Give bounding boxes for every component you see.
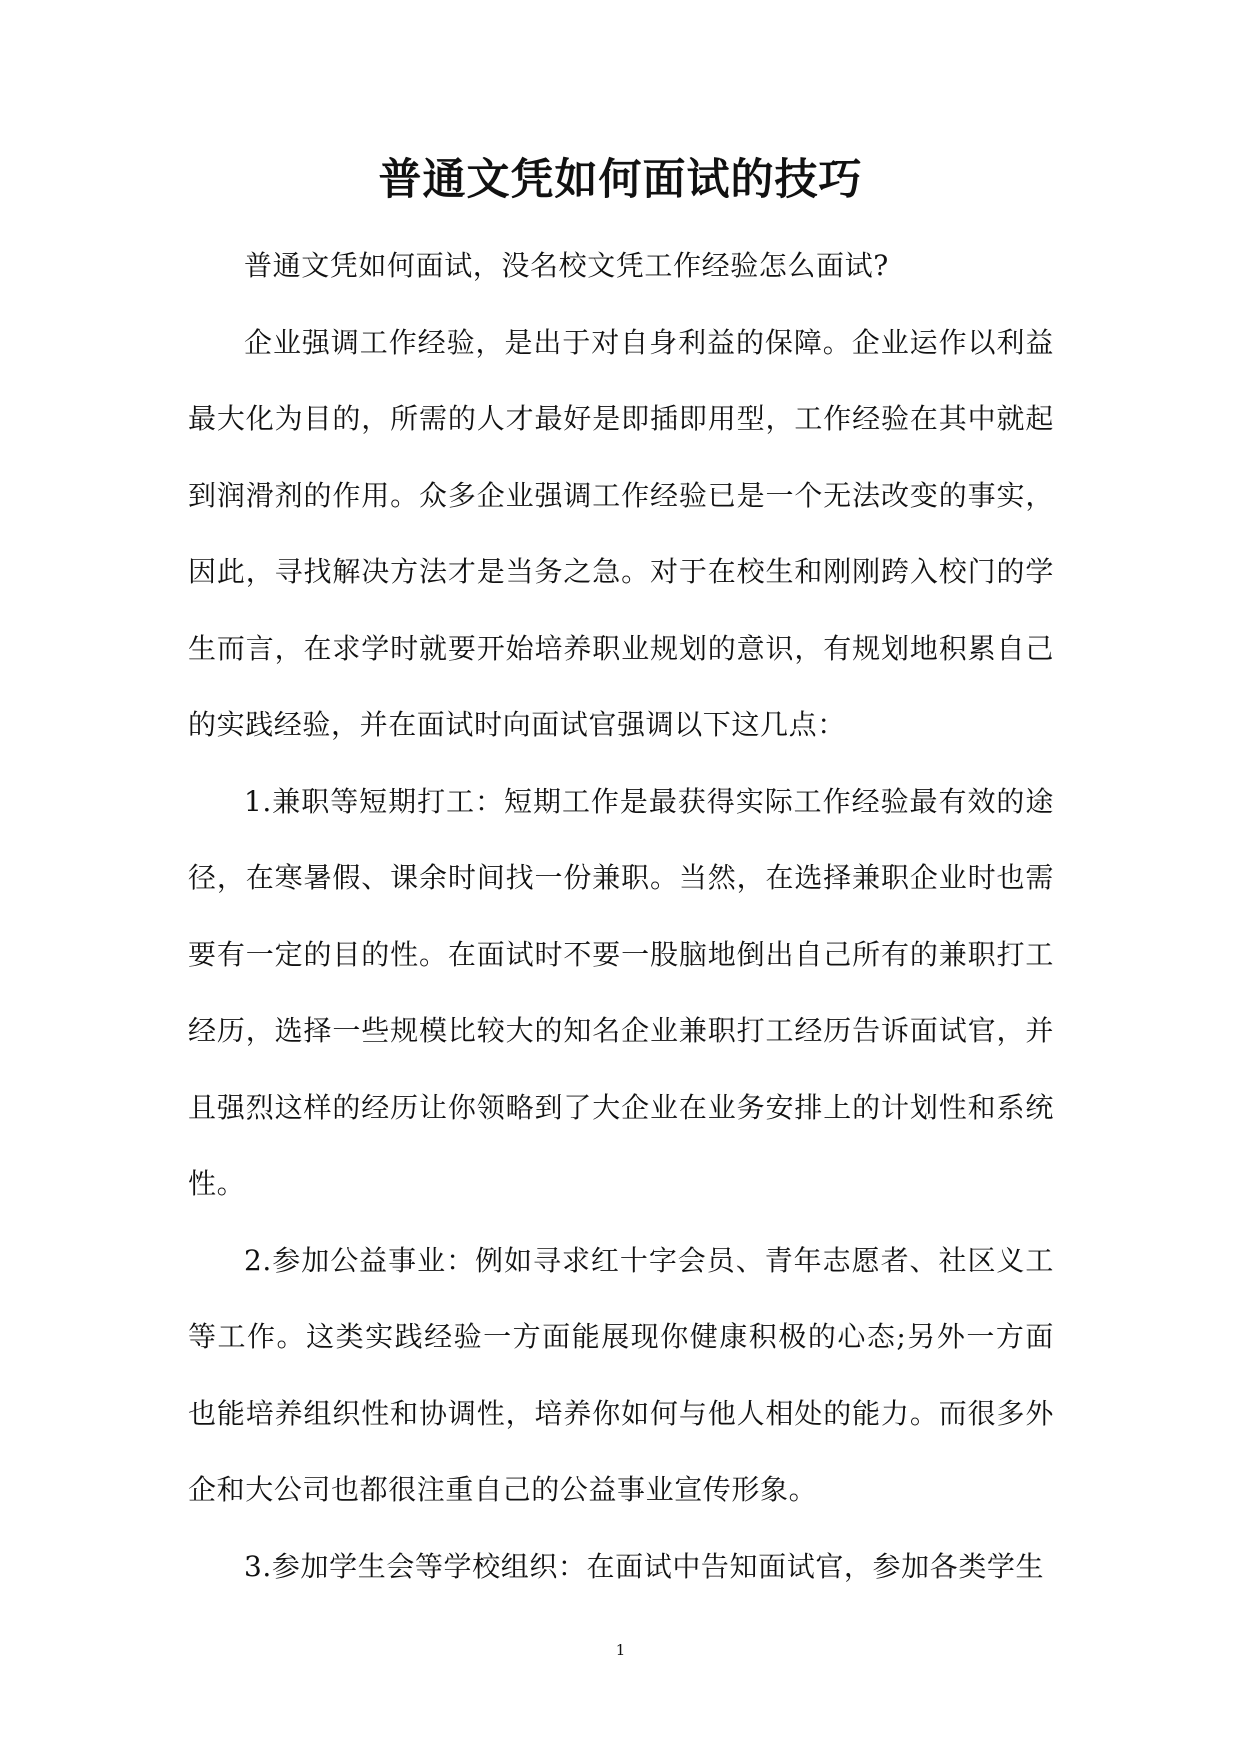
paragraph-point-1: 1.兼职等短期打工：短期工作是最获得实际工作经验最有效的途径，在寒暑假、课余时间找一份兼职。当然，在选择兼职企业时也需要有一定的目的性。在面试时不要一股脑地倒出自己所有的兼职打工经历，选择一些规模比较大的知名企业兼职打工经历告诉面试官，并且强烈这样的经历让你领略到了大企业在业务安排上的计划性和系统性。 <box>188 784 1054 1200</box>
paragraph-question: 普通文凭如何面试，没名校文凭工作经验怎么面试? <box>244 249 889 282</box>
document-title: 普通文凭如何面试的技巧 <box>378 155 863 205</box>
page-number: 1 <box>615 1641 626 1659</box>
paragraph-point-2: 2.参加公益事业：例如寻求红十字会员、青年志愿者、社区义工等工作。这类实践经验一方面能展现你健康积极的心态;另外一方面也能培养组织性和协调性，培养你如何与他人相处的能力。而很多外企和大公司也都很注重自己的公益事业宣传形象。 <box>188 1243 1054 1506</box>
paragraph-intro: 企业强调工作经验，是出于对自身利益的保障。企业运作以利益最大化为目的，所需的人才最好是即插即用型，工作经验在其中就起到润滑剂的作用。众多企业强调工作经验已是一个无法改变的事实，因此，寻找解决方法才是当务之急。对于在校生和刚刚跨入校门的学生而言，在求学时就要开始培养职业规划的意识，有规划地积累自己的实践经验，并在面试时向面试官强调以下这几点： <box>188 325 1054 741</box>
document-body <box>188 228 1054 1605</box>
paragraph-point-3: 3.参加学生会等学校组织：在面试中告知面试官，参加各类学生 <box>244 1549 1045 1583</box>
